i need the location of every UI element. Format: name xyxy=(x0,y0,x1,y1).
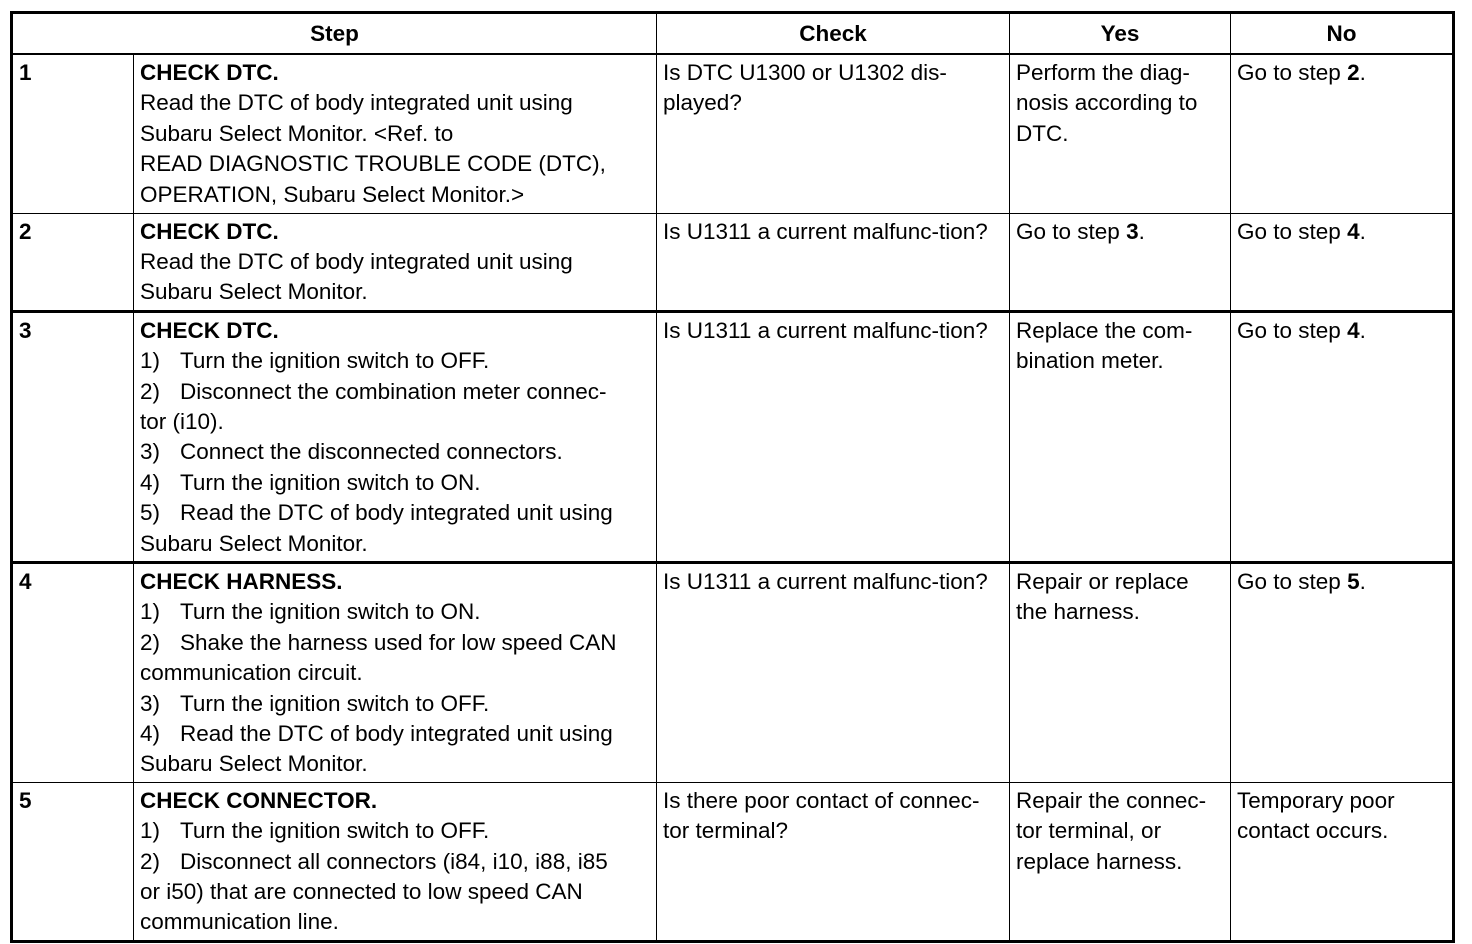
substep-continuation: communication circuit. xyxy=(140,660,363,686)
substep-number: 3) xyxy=(140,690,161,716)
header-check: Check xyxy=(657,13,1010,55)
substep-number: 5) xyxy=(140,500,161,526)
no-text: Go to step xyxy=(1237,60,1348,85)
substep xyxy=(140,437,650,467)
substep xyxy=(140,816,650,846)
header-step: Step xyxy=(12,13,657,55)
yes-suffix: . xyxy=(1138,218,1145,244)
step-ref: 4 xyxy=(1347,218,1360,244)
substep-number: 2) xyxy=(140,848,161,874)
yes-text: Go to step xyxy=(1016,218,1127,244)
step-line: OPERATION, Subaru Select Monitor.> xyxy=(140,181,525,207)
step-title: CHECK DTC. xyxy=(140,218,279,244)
yes-cell: Replace the com-bination meter. xyxy=(1010,311,1231,562)
substep-text: Connect the disconnected connectors. xyxy=(180,439,563,465)
step-ref: 2 xyxy=(1347,60,1360,85)
header-yes: Yes xyxy=(1010,13,1231,55)
check-cell: Is U1311 a current malfunc-tion? xyxy=(657,311,1010,562)
table-row xyxy=(12,782,1454,941)
table-row xyxy=(12,213,1454,311)
no-suffix: . xyxy=(1359,317,1366,343)
no-cell xyxy=(1231,213,1454,311)
table-row xyxy=(12,311,1454,562)
substep-number: 2) xyxy=(140,378,161,404)
step-cell xyxy=(134,311,657,562)
substep-number: 1) xyxy=(140,348,161,374)
step-line: Subaru Select Monitor. <Ref. to xyxy=(140,120,454,146)
no-text: Go to step xyxy=(1237,218,1348,244)
no-suffix: . xyxy=(1359,60,1366,85)
substep-number: 1) xyxy=(140,818,161,844)
no-suffix: . xyxy=(1359,568,1366,594)
step-ref: 5 xyxy=(1347,568,1360,594)
step-title: CHECK DTC. xyxy=(140,60,279,85)
step-ref: 3 xyxy=(1126,218,1139,244)
step-number: 4 xyxy=(12,562,134,782)
no-suffix: . xyxy=(1359,218,1366,244)
substep xyxy=(140,719,650,749)
yes-cell xyxy=(1010,213,1231,311)
step-cell xyxy=(134,562,657,782)
substep-continuation: Subaru Select Monitor. xyxy=(140,751,368,777)
substep-text: Read the DTC of body integrated unit using xyxy=(180,500,613,526)
substep-continuation: Subaru Select Monitor. xyxy=(140,530,368,556)
header-no: No xyxy=(1231,13,1454,55)
step-line: Subaru Select Monitor. xyxy=(140,279,368,305)
substep-number: 2) xyxy=(140,629,161,655)
no-cell xyxy=(1231,54,1454,213)
check-cell: Is there poor contact of connec-tor terminal? xyxy=(657,782,1010,941)
step-line: Read the DTC of body integrated unit using xyxy=(140,90,573,116)
substep xyxy=(140,628,650,658)
substep-text: Disconnect all connectors (i84, i10, i88, i85 xyxy=(180,848,608,874)
substep-continuation: or i50) that are connected to low speed CAN xyxy=(140,879,583,905)
no-cell xyxy=(1231,311,1454,562)
step-ref: 4 xyxy=(1347,317,1360,343)
substep xyxy=(140,346,650,376)
substep xyxy=(140,847,650,877)
substep-text: Turn the ignition switch to OFF. xyxy=(180,818,490,844)
substep-number: 3) xyxy=(140,439,161,465)
substep xyxy=(140,597,650,627)
yes-cell: Repair or replace the harness. xyxy=(1010,562,1231,782)
no-text: Go to step xyxy=(1237,568,1348,594)
step-title: CHECK HARNESS. xyxy=(140,568,343,594)
step-number: 5 xyxy=(12,782,134,941)
step-number: 1 xyxy=(12,54,134,213)
substep-text: Shake the harness used for low speed CAN xyxy=(180,629,617,655)
no-cell xyxy=(1231,562,1454,782)
step-number: 2 xyxy=(12,213,134,311)
step-cell xyxy=(134,213,657,311)
step-title: CHECK CONNECTOR. xyxy=(140,787,378,813)
substep xyxy=(140,498,650,528)
substep xyxy=(140,689,650,719)
substep-continuation: communication line. xyxy=(140,909,339,935)
check-cell: Is U1311 a current malfunc-tion? xyxy=(657,213,1010,311)
step-cell xyxy=(134,782,657,941)
substep-text: Read the DTC of body integrated unit using xyxy=(180,721,613,746)
step-line: Read the DTC of body integrated unit using xyxy=(140,248,573,274)
diagnostic-table xyxy=(10,11,1455,943)
table-row xyxy=(12,562,1454,782)
yes-cell: Perform the diag-nosis according to DTC. xyxy=(1010,54,1231,213)
check-cell: Is DTC U1300 or U1302 dis-played? xyxy=(657,54,1010,213)
header-row xyxy=(12,13,1454,55)
check-cell: Is U1311 a current malfunc-tion? xyxy=(657,562,1010,782)
substep-continuation: tor (i10). xyxy=(140,408,224,434)
substep-text: Turn the ignition switch to OFF. xyxy=(180,690,490,716)
substep-text: Turn the ignition switch to ON. xyxy=(180,599,481,625)
table-row xyxy=(12,54,1454,213)
substep-text: Turn the ignition switch to OFF. xyxy=(180,348,490,374)
substep-number: 4) xyxy=(140,721,161,746)
substep-number: 4) xyxy=(140,469,161,495)
yes-cell: Repair the connec-tor terminal, or replace harness. xyxy=(1010,782,1231,941)
substep xyxy=(140,468,650,498)
step-number: 3 xyxy=(12,311,134,562)
no-text: Go to step xyxy=(1237,317,1348,343)
no-cell: Temporary poor contact occurs. xyxy=(1231,782,1454,941)
step-title: CHECK DTC. xyxy=(140,317,279,343)
step-cell xyxy=(134,54,657,213)
substep xyxy=(140,377,650,407)
substep-text: Disconnect the combination meter connec- xyxy=(180,378,607,404)
substep-text: Turn the ignition switch to ON. xyxy=(180,469,481,495)
substep-number: 1) xyxy=(140,599,161,625)
step-line: READ DIAGNOSTIC TROUBLE CODE (DTC), xyxy=(140,151,606,177)
